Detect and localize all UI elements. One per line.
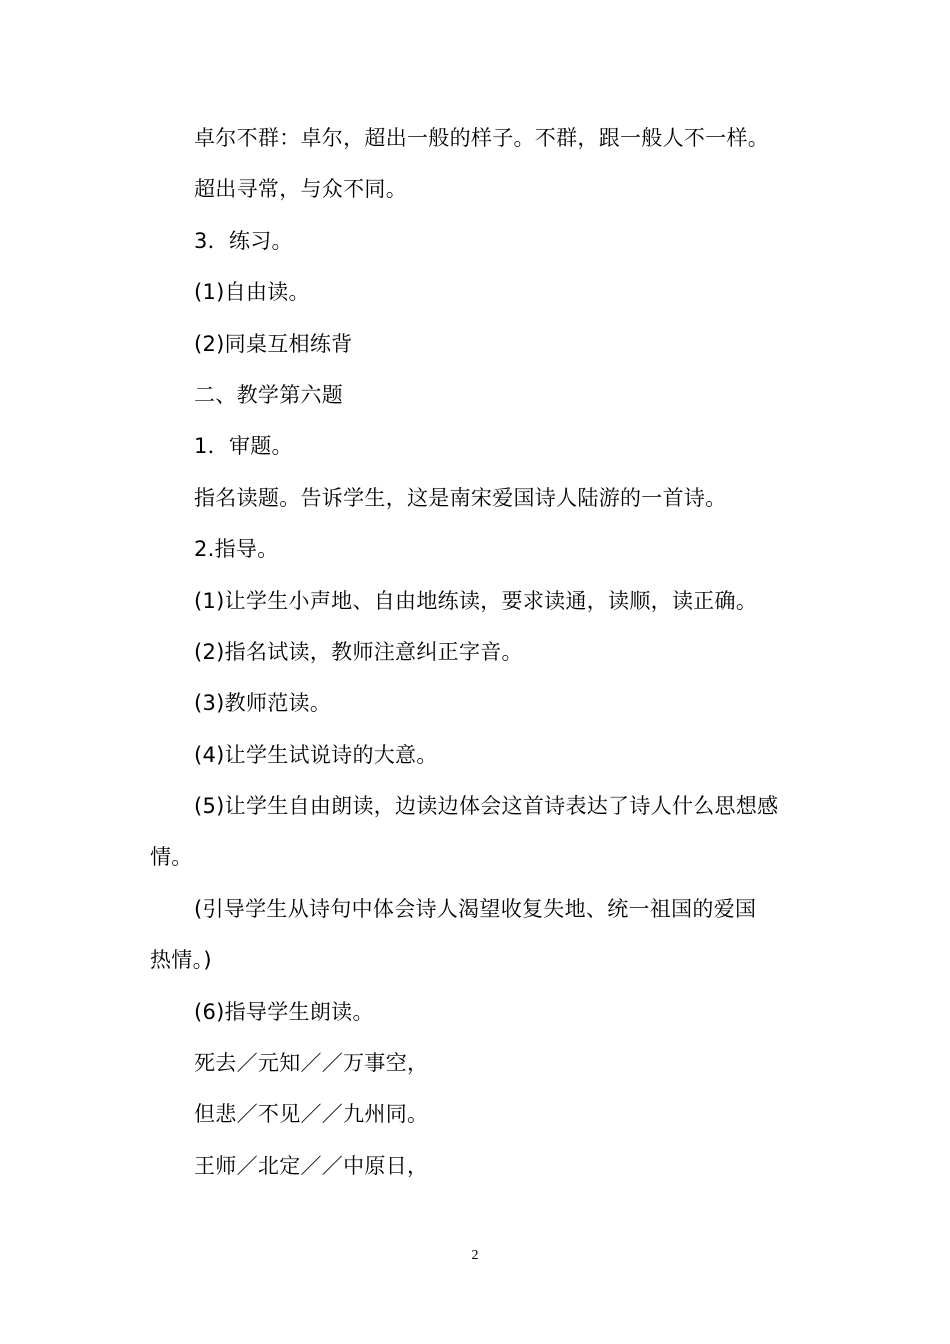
text-line: (5)让学生自由朗读，边读边体会这首诗表达了诗人什么思想感 [194,794,779,818]
text-line: 卓尔不群：卓尔，超出一般的样子。不群，跟一般人不一样。 [194,126,770,150]
text-line: 2.指导。 [194,537,279,561]
text-line: (4)让学生试说诗的大意。 [194,743,438,767]
text-line: 1．审题。 [194,434,293,458]
text-line: (6)指导学生朗读。 [194,1000,374,1024]
page-number: 2 [471,1248,479,1263]
text-line: 3．练习。 [194,229,293,253]
poem-line: 但悲／不见／／九州同。 [194,1102,429,1126]
text-line: (1)自由读。 [194,280,310,304]
text-line: (3)教师范读。 [194,691,332,715]
text-line: 超出寻常，与众不同。 [194,177,407,201]
text-line-continuation: 情。 [150,845,193,869]
text-line: (2)同桌互相练背 [194,332,353,356]
poem-line: 王师／北定／／中原日， [194,1154,429,1178]
text-line: (引导学生从诗句中体会诗人渴望收复失地、统一祖国的爱国 [194,897,757,921]
section-heading: 二、教学第六题 [194,383,344,407]
text-line: (2)指名试读，教师注意纠正字音。 [194,640,523,664]
text-line: (1)让学生小声地、自由地练读，要求读通，读顺，读正确。 [194,589,758,613]
poem-line: 死去／元知／／万事空， [194,1051,429,1075]
text-line-continuation: 热情。) [150,948,212,972]
text-line: 指名读题。告诉学生，这是南宋爱国诗人陆游的一首诗。 [194,486,727,510]
